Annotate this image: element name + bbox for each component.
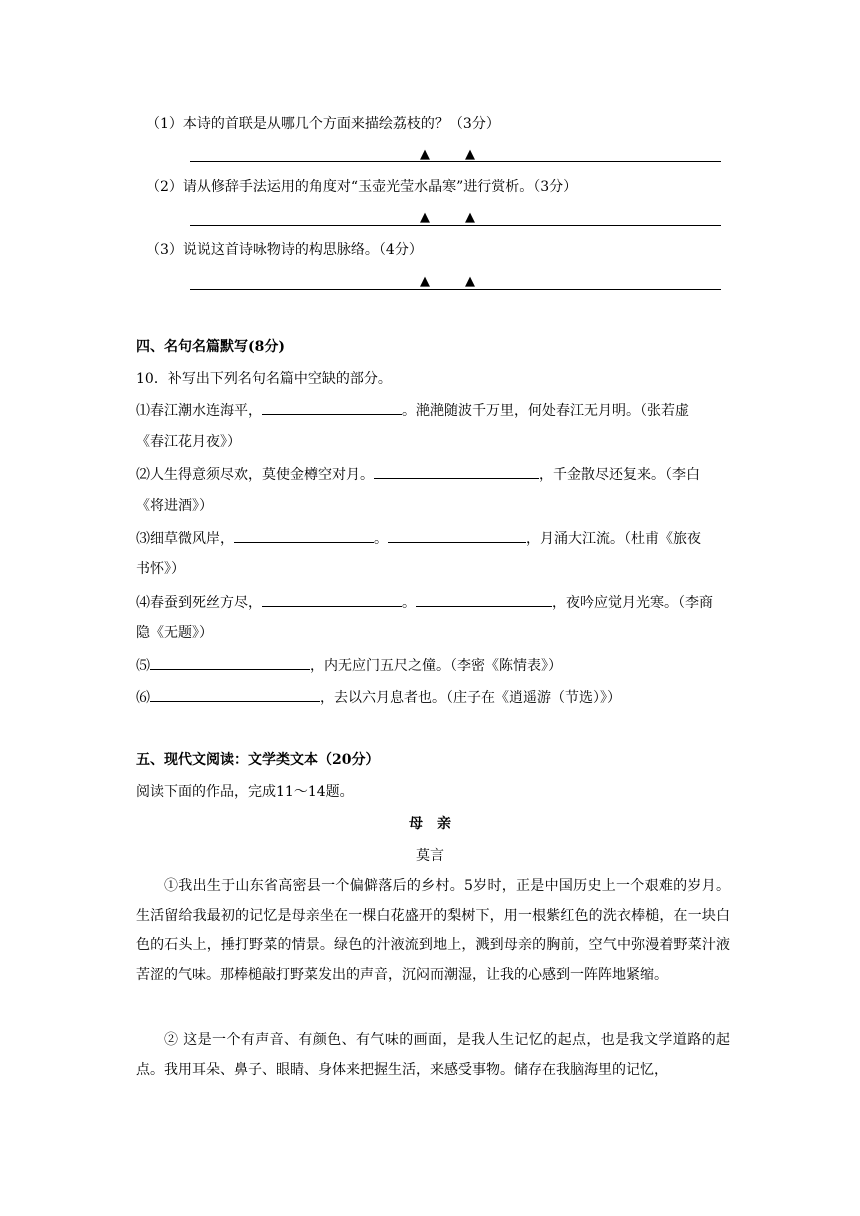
question-10: 10．补写出下列名句名篇中空缺的部分。 xyxy=(136,371,392,387)
blank-1[interactable] xyxy=(262,400,402,415)
section5-heading: 五、现代文阅读：文学类文本（20分） xyxy=(136,752,380,768)
reading-intro: 阅读下面的作品，完成11～14题。 xyxy=(136,784,354,800)
section4-heading: 四、名句名篇默写(8分) xyxy=(136,339,285,355)
paragraph-2: ② 这是一个有声音、有颜色、有气味的画面，是我人生记忆的起点，也是我文学道路的起点。我用耳朵、鼻子、眼睛、身体来把握生活，来感受事物。储存在我脑海里的记忆， xyxy=(136,1032,730,1078)
fill-item-3-cont: 书怀》） xyxy=(136,561,185,577)
fill-item-2: ⑵人生得意须尽欢，莫使金樽空对月。 ，千金散尽还复来。（李白 xyxy=(136,464,700,485)
article-author: 莫言 xyxy=(416,848,444,864)
fill-item-5: ⑸ ，内无应门五尺之僮。（李密《陈情表》） xyxy=(136,655,562,676)
paragraph-1: ①我出生于山东省高密县一个偏僻落后的乡村。5岁时，正是中国历史上一个艰难的岁月。生活留给我最初的记忆是母亲坐在一棵白花盛开的梨树下，用一根紫红色的洗衣棒槌，在一块白色的石头上，捶打野菜的情景。绿色的汁液流到地上，溅到母亲的胸前，空气中弥漫着野菜汁液苦涩的气味。那棒槌敲打野菜发出的声音，沉闷而潮湿，让我的心感到一阵阵地紧缩。 xyxy=(136,878,730,983)
answer-mark-1a: ▲ xyxy=(420,147,430,162)
answer-mark-2a: ▲ xyxy=(420,210,430,225)
blank-3b[interactable] xyxy=(388,528,526,543)
fill-item-4-cont: 隐《无题》） xyxy=(136,625,213,641)
fill-item-3: ⑶细草微风岸， 。 ，月涌大江流。（杜甫《旅夜 xyxy=(136,528,701,549)
blank-6[interactable] xyxy=(150,687,320,702)
answer-line-1[interactable] xyxy=(190,161,721,162)
fill-item-2-cont: 《将进酒》） xyxy=(136,498,213,514)
fill-item-6: ⑹ ，去以六月息者也。（庄子在《逍遥游（节选）》） xyxy=(136,687,621,708)
question-3: （3）说说这首诗咏物诗的构思脉络。（4分） xyxy=(146,242,423,258)
article-title: 母 亲 xyxy=(409,816,451,832)
question-1: （1）本诗的首联是从哪几个方面来描绘荔枝的？（3分） xyxy=(146,116,500,132)
blank-2[interactable] xyxy=(374,464,539,479)
answer-line-3[interactable] xyxy=(190,289,721,290)
answer-mark-3a: ▲ xyxy=(420,274,430,289)
blank-3a[interactable] xyxy=(234,528,374,543)
fill-item-1-cont: 《春江花月夜》） xyxy=(136,434,241,450)
blank-5[interactable] xyxy=(150,655,310,670)
answer-mark-1b: ▲ xyxy=(465,147,475,162)
question-2: （2）请从修辞手法运用的角度对“玉壶光莹水晶寒”进行赏析。（3分） xyxy=(146,179,578,195)
blank-4a[interactable] xyxy=(262,592,402,607)
fill-item-4: ⑷春蚕到死丝方尽， 。 ，夜吟应觉月光寒。（李商 xyxy=(136,592,713,613)
fill-item-1: ⑴春江潮水连海平， 。滟滟随波千万里，何处春江无月明。（张若虚 xyxy=(136,400,689,421)
answer-line-2[interactable] xyxy=(190,225,721,226)
blank-4b[interactable] xyxy=(416,592,552,607)
answer-mark-3b: ▲ xyxy=(465,274,475,289)
answer-mark-2b: ▲ xyxy=(465,210,475,225)
